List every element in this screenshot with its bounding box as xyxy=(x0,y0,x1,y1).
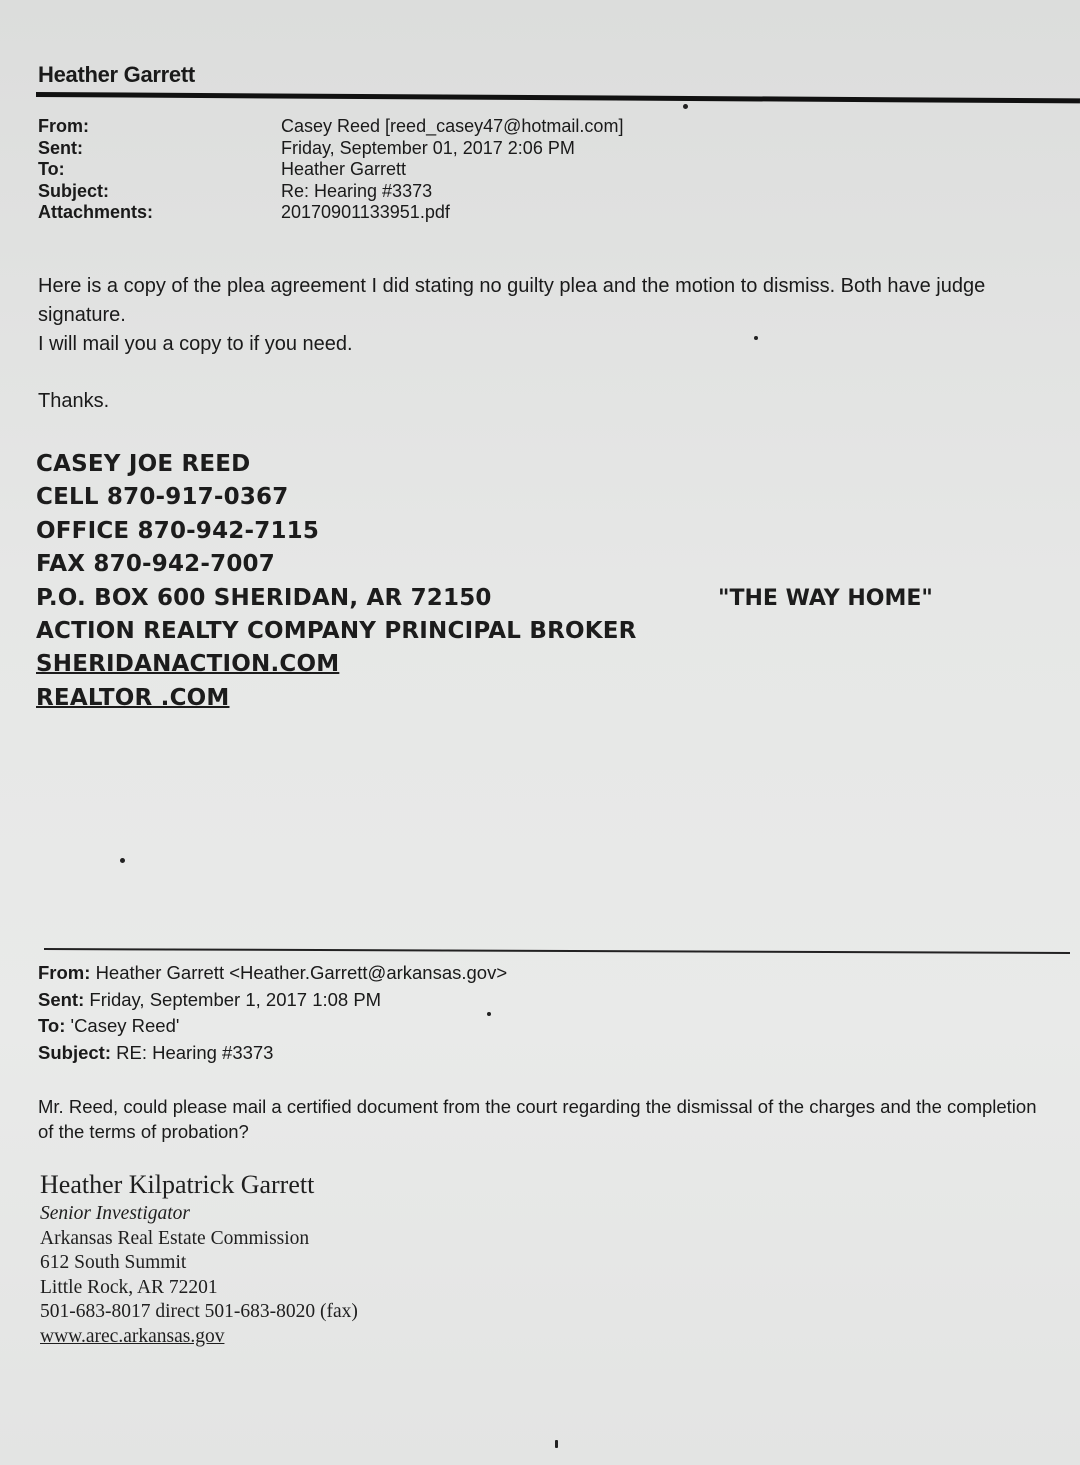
closing-text: Thanks. xyxy=(38,390,110,412)
quoted-to-value: 'Casey Reed' xyxy=(70,1015,180,1036)
quoted-message-header xyxy=(38,960,507,1066)
quoted-from-value: Heather Garrett <Heather.Garrett@arkansas.gov> xyxy=(95,962,508,983)
signature-website-link[interactable]: SHERIDANACTION.COM xyxy=(36,651,340,678)
to-label: To: xyxy=(38,159,65,179)
signature-office: OFFICE 870-942-7115 xyxy=(36,517,320,544)
quoted-from-label: From: xyxy=(38,962,91,983)
signature-fax: FAX 870-942-7007 xyxy=(36,551,275,578)
investigator-website-link[interactable]: www.arec.arkansas.gov xyxy=(40,1325,225,1347)
subject-label: Subject: xyxy=(38,180,110,201)
header-attachments-row xyxy=(38,202,623,224)
quoted-subject-row xyxy=(38,1040,507,1067)
quoted-sent-value: Friday, September 1, 2017 1:08 PM xyxy=(89,988,382,1010)
quoted-to-row xyxy=(38,1013,507,1040)
signature-company: ACTION REALTY COMPANY PRINCIPAL BROKER xyxy=(36,618,637,645)
from-value: Casey Reed [reed_casey47@hotmail.com] xyxy=(281,116,624,136)
message-header xyxy=(38,116,623,224)
signature-name: CASEY JOE REED xyxy=(36,451,251,477)
message-body xyxy=(38,272,1068,359)
quoted-subject-label: Subject: xyxy=(38,1041,111,1063)
quoted-sent-label: Sent: xyxy=(38,988,85,1010)
investigator-city: Little Rock, AR 72201 xyxy=(40,1276,218,1298)
sender-signature xyxy=(36,448,637,715)
print-speck xyxy=(555,1440,558,1448)
quoted-message-body: Mr. Reed, could please mail a certified document from the court regarding the dismissal of the charges and the completion of the terms of probation? xyxy=(38,1096,1037,1142)
sent-label: Sent: xyxy=(38,137,83,158)
signature-cell: CELL 870-917-0367 xyxy=(36,484,289,511)
to-value: Heather Garrett xyxy=(281,159,407,179)
mailbox-owner-name: Heather Garrett xyxy=(38,62,195,87)
investigator-signature xyxy=(40,1168,358,1349)
quoted-to-label: To: xyxy=(38,1015,66,1036)
sent-value: Friday, September 01, 2017 2:06 PM xyxy=(281,137,575,158)
quoted-sent-row xyxy=(38,987,507,1014)
print-speck xyxy=(487,1012,491,1016)
quoted-message-separator xyxy=(44,948,1070,954)
header-from-row xyxy=(38,116,623,138)
body-paragraph: I will mail you a copy to if you need. xyxy=(38,333,353,355)
from-label: From: xyxy=(38,116,89,136)
investigator-title: Senior Investigator xyxy=(40,1203,191,1224)
attachments-label: Attachments: xyxy=(38,202,154,222)
print-speck xyxy=(120,858,125,863)
signature-website-link[interactable]: REALTOR .COM xyxy=(36,684,230,711)
investigator-organization: Arkansas Real Estate Commission xyxy=(40,1227,310,1249)
header-rule xyxy=(36,92,1080,103)
investigator-street: 612 South Summit xyxy=(40,1252,187,1273)
quoted-from-row xyxy=(38,960,507,987)
header-subject-row xyxy=(38,181,623,203)
investigator-phones: 501-683-8017 direct 501-683-8020 (fax) xyxy=(40,1301,358,1322)
investigator-name: Heather Kilpatrick Garrett xyxy=(40,1170,315,1199)
signature-tagline: "THE WAY HOME" xyxy=(718,586,933,611)
attachment-file[interactable]: 20170901133951.pdf xyxy=(281,202,450,222)
signature-address: P.O. BOX 600 SHERIDAN, AR 72150 xyxy=(36,584,492,611)
print-speck xyxy=(754,336,758,340)
header-sent-row xyxy=(38,138,623,160)
quoted-subject-value: RE: Hearing #3373 xyxy=(116,1041,274,1063)
print-speck xyxy=(683,104,688,109)
header-to-row xyxy=(38,159,623,181)
subject-value: Re: Hearing #3373 xyxy=(281,180,433,201)
body-paragraph: Here is a copy of the plea agreement I did stating no guilty plea and the motion to dismiss. Both have judge signature. xyxy=(38,275,986,326)
